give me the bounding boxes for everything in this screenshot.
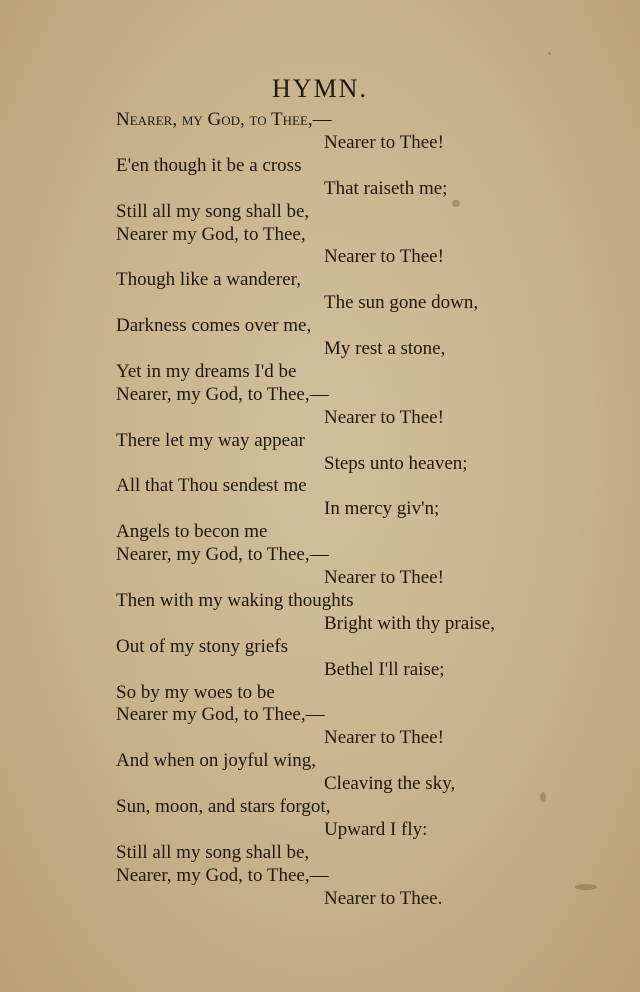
hymn-line: Bethel I'll raise; xyxy=(324,659,445,680)
hymn-line: Nearer, my God, to Thee,— xyxy=(116,384,329,405)
hymn-line: My rest a stone, xyxy=(324,338,446,359)
hymn-line: That raiseth me; xyxy=(324,178,448,199)
hymn-line: Still all my song shall be, xyxy=(116,201,310,222)
hymn-line: Nearer to Thee! xyxy=(324,727,444,748)
hymn-line: Steps unto heaven; xyxy=(324,453,468,474)
hymn-line: Nearer my God, to Thee, xyxy=(116,224,306,245)
hymn-line: Nearer to Thee! xyxy=(324,132,444,153)
hymn-line: Nearer to Thee! xyxy=(324,246,444,267)
hymn-line: Out of my stony griefs xyxy=(116,636,289,657)
hymn-line: Upward I fly: xyxy=(324,819,428,840)
hymn-line: Bright with thy praise, xyxy=(324,613,495,634)
hymn-line: Nearer to Thee! xyxy=(324,407,444,428)
hymn-line: Nearer to Thee. xyxy=(324,888,443,909)
hymn-line: Sun, moon, and stars forgot, xyxy=(116,796,331,817)
hymn-line: So by my woes to be xyxy=(116,682,275,703)
hymn-line: There let my way appear xyxy=(116,430,305,451)
hymn-line: E'en though it be a cross xyxy=(116,155,302,176)
page-title: HYMN. xyxy=(272,74,368,103)
hymn-line: Nearer to Thee! xyxy=(324,567,444,588)
hymn-line: Darkness comes over me, xyxy=(116,315,312,336)
hymn-line: Nearer, my God, to Thee,— xyxy=(116,544,329,565)
paper-stain xyxy=(575,884,597,890)
paper-stain xyxy=(452,200,460,207)
hymn-line: Then with my waking thoughts xyxy=(116,590,354,611)
hymn-line: Nearer, my God, to Thee,— xyxy=(116,109,332,130)
paper-stain xyxy=(540,792,546,802)
hymn-line: Cleaving the sky, xyxy=(324,773,456,794)
hymn-line: Angels to becon me xyxy=(116,521,268,542)
paper-stain xyxy=(548,52,551,55)
hymn-line: All that Thou sendest me xyxy=(116,475,307,496)
hymn-line: Though like a wanderer, xyxy=(116,269,301,290)
hymn-line: In mercy giv'n; xyxy=(324,498,440,519)
hymn-line: Still all my song shall be, xyxy=(116,842,310,863)
hymn-line: Nearer my God, to Thee,— xyxy=(116,704,325,725)
hymn-line: Yet in my dreams I'd be xyxy=(116,361,297,382)
hymn-line: And when on joyful wing, xyxy=(116,750,317,771)
hymn-line: The sun gone down, xyxy=(324,292,479,313)
hymn-line: Nearer, my God, to Thee,— xyxy=(116,865,329,886)
